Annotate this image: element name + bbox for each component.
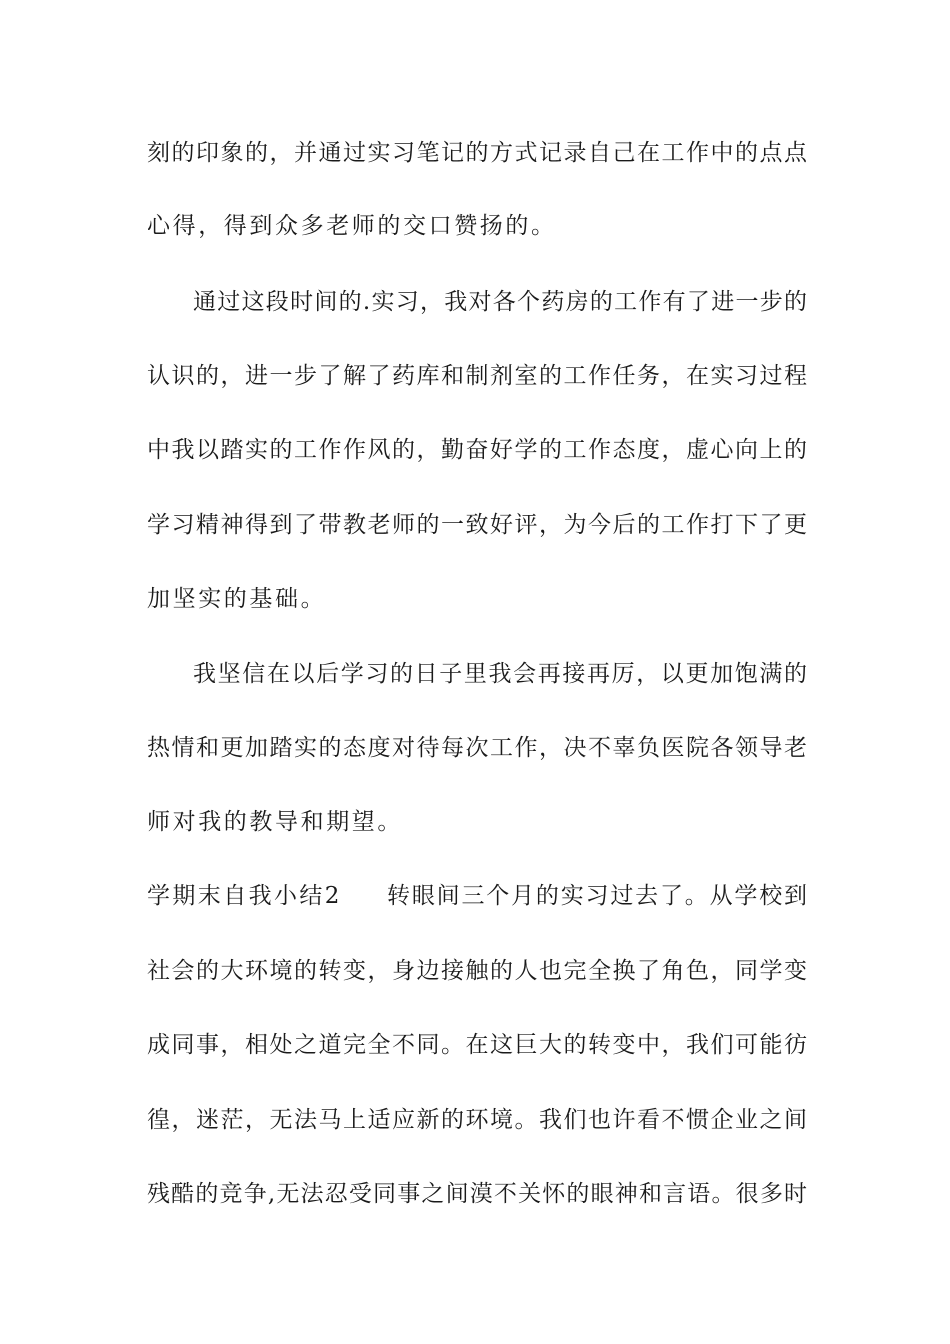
section-line-4: 徨，迷茫，无法马上适应新的环境。我们也许看不惯企业之间	[147, 1107, 807, 1133]
section-heading: 学期末自我小结2	[147, 883, 342, 909]
paragraph-3-line-2: 热情和更加踏实的态度对待每次工作，决不辜负医院各领导老	[147, 735, 807, 761]
section-line-5: 残酷的竞争,无法忍受同事之间漠不关怀的眼神和言语。很多时	[147, 1181, 807, 1207]
paragraph-2-line-2: 认识的，进一步了解了药库和制剂室的工作任务，在实习过程	[147, 363, 807, 389]
paragraph-3-line-1: 我坚信在以后学习的日子里我会再接再厉，以更加饱满的	[193, 661, 807, 687]
section-line-1: 转眼间三个月的实习过去了。从学校到	[387, 883, 807, 909]
paragraph-2-line-4: 学习精神得到了带教老师的一致好评，为今后的工作打下了更	[147, 512, 807, 538]
paragraph-3-line-3: 师对我的教导和期望。	[147, 809, 403, 835]
paragraph-2-line-1: 通过这段时间的.实习，我对各个药房的工作有了进一步的	[193, 289, 807, 315]
paragraph-2-line-3: 中我以踏实的工作作风的，勤奋好学的工作态度，虚心向上的	[147, 437, 807, 463]
section-line-2: 社会的大环境的转变，身边接触的人也完全换了角色，同学变	[147, 958, 807, 984]
paragraph-2-line-5: 加坚实的基础。	[147, 586, 327, 612]
paragraph-1-line-1: 刻的印象的，并通过实习笔记的方式记录自己在工作中的点点	[147, 140, 807, 166]
section-line-3: 成同事，相处之道完全不同。在这巨大的转变中，我们可能彷	[147, 1032, 807, 1058]
paragraph-1-line-2: 心得，得到众多老师的交口赞扬的。	[147, 213, 557, 239]
